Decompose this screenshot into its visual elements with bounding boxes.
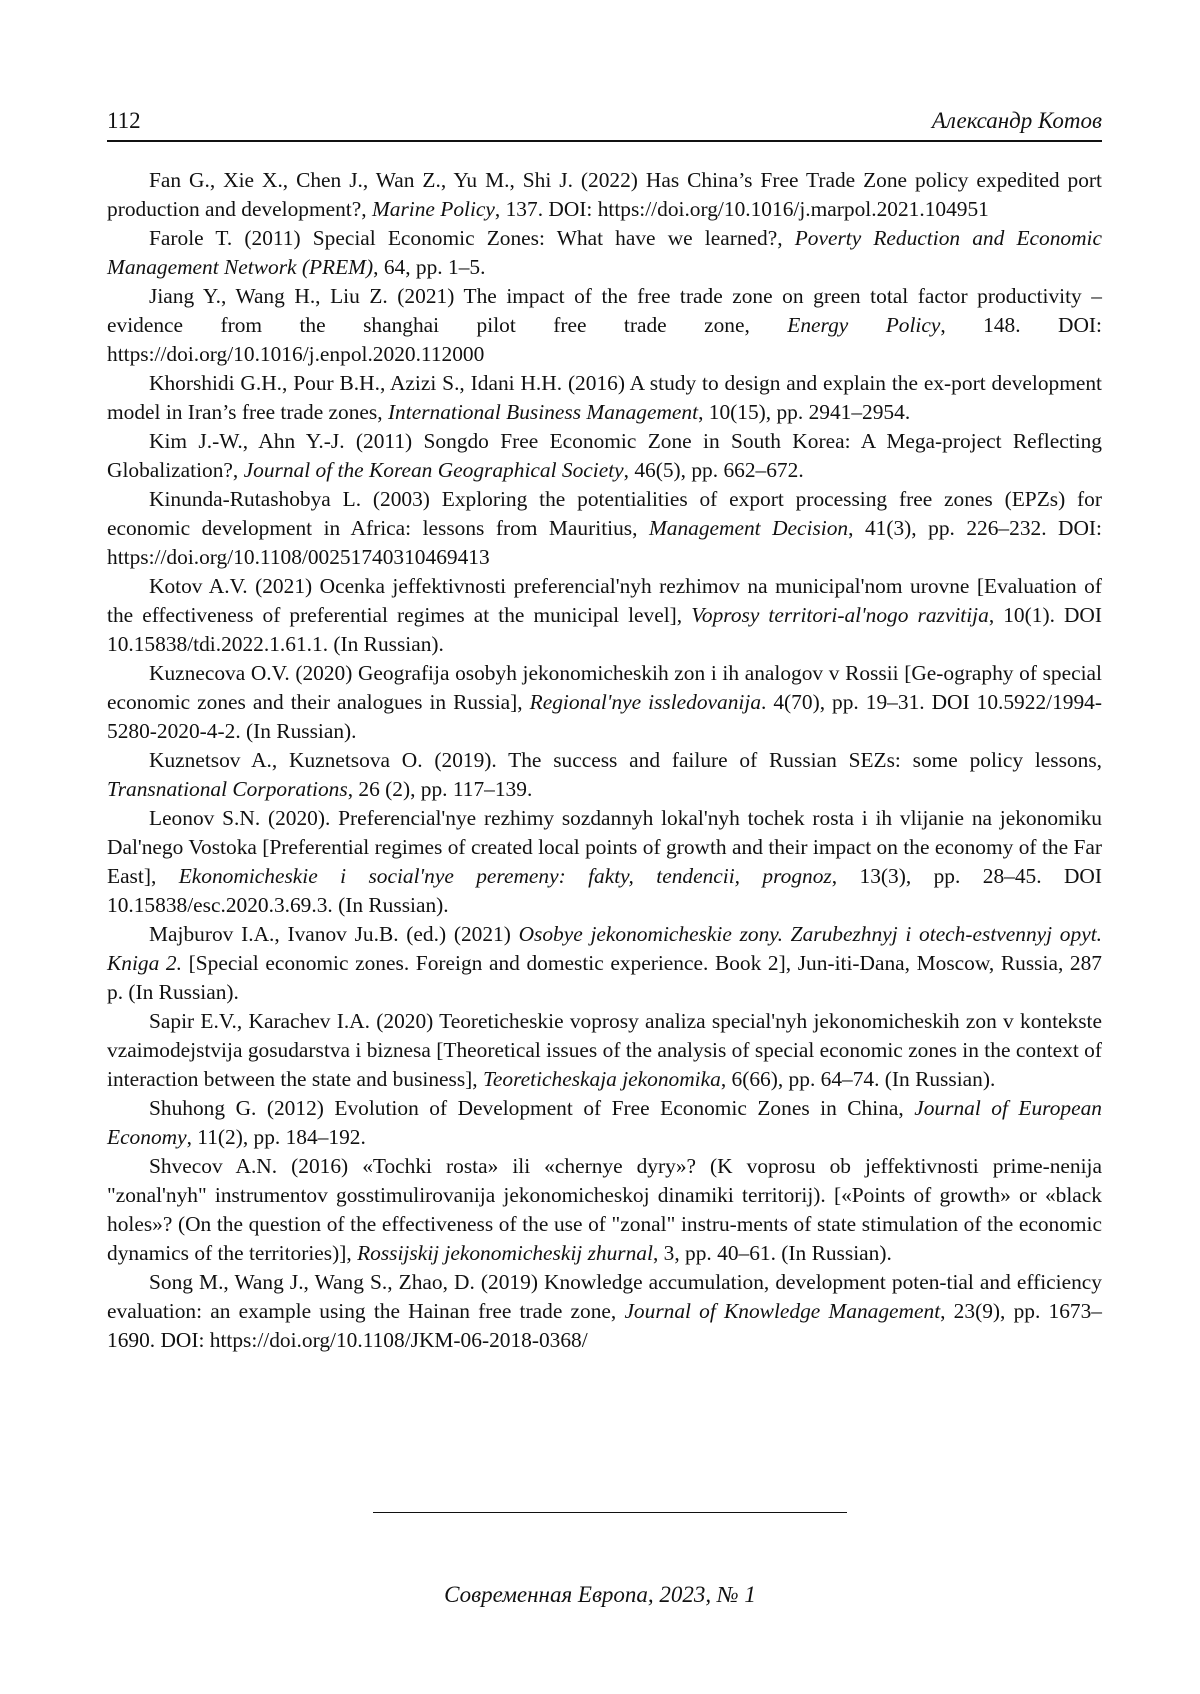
reference-item (107, 485, 1102, 572)
reference-details: , 64, pp. 1–5. (373, 255, 486, 279)
reference-text: Jiang Y., Wang H., Liu Z. (2021) The impact of the free trade zone on green total factor productivity – evidence from the shanghai pilot free trade zone, (107, 284, 1102, 337)
reference-journal: Journal of European Economy (107, 1096, 1102, 1149)
reference-item (107, 746, 1102, 804)
reference-text: Kinunda-Rutashobya L. (2003) Exploring the potentialities of export processing free zones (EPZs) for economic development in Africa: lessons from Mauritius, (107, 487, 1102, 540)
reference-details: , 23(9), pp. 1673–1690. DOI: https://doi.org/10.1108/JKM-06-2018-0368/ (107, 1299, 1102, 1352)
reference-details: , 11(2), pp. 184–192. (186, 1125, 366, 1149)
reference-item (107, 1152, 1102, 1268)
reference-journal: Osobye jekonomicheskie zony. Zarubezhnyj i otech-estvennyj opyt. Kniga 2. (107, 922, 1102, 975)
reference-details: , 137. DOI: https://doi.org/10.1016/j.marpol.2021.104951 (494, 197, 989, 221)
reference-text: Khorshidi G.H., Pour B.H., Azizi S., Idani H.H. (2016) A study to design and explain the ex-port development model in Iran’s free trade zones, (107, 371, 1102, 424)
reference-details: [Special economic zones. Foreign and domestic experience. Book 2], Jun-iti-Dana, Moscow, Russia, 287 p. (In Russian). (107, 951, 1103, 1004)
reference-journal: International Business Management (387, 400, 699, 424)
page-header (107, 104, 1102, 142)
reference-details: , 148. DOI: https://doi.org/10.1016/j.enpol.2020.112000 (107, 313, 1102, 366)
reference-text: Fan G., Xie X., Chen J., Wan Z., Yu M., Shi J. (2022) Has China’s Free Trade Zone policy expedited port production and development?, (107, 168, 1102, 221)
reference-journal: Transnational Corporations (107, 777, 348, 801)
reference-details: , 26 (2), pp. 117–139. (347, 777, 533, 801)
end-divider (373, 1512, 847, 1513)
running-header-author: Александр Котов (931, 108, 1102, 133)
reference-item (107, 1007, 1102, 1094)
reference-details: , 46(5), pp. 662–672. (623, 458, 804, 482)
reference-text: Kotov A.V. (2021) Ocenka jeffektivnosti preferencial'nyh rezhimov na municipal'nom urovne [Evaluation of the effectiveness of preferential regimes at the municipal level], (107, 574, 1102, 627)
reference-item (107, 166, 1102, 224)
reference-item (107, 804, 1102, 920)
reference-journal: Regional'nye issledovanija (529, 690, 762, 714)
reference-text: Majburov I.A., Ivanov Ju.B. (ed.) (2021) (149, 922, 519, 946)
reference-journal: Management Decision (648, 516, 849, 540)
reference-details: , 13(3), pp. 28–45. DOI 10.15838/esc.2020.3.69.3. (In Russian). (107, 864, 1103, 917)
reference-details: . 4(70), pp. 19–31. DOI 10.5922/1994-5280-2020-4-2. (In Russian). (107, 690, 1102, 743)
reference-journal: Rossijskij jekonomicheskij zhurnal (357, 1241, 653, 1265)
reference-item (107, 659, 1102, 746)
reference-journal: Poverty Reduction and Economic Management Network (PREM) (107, 226, 1102, 279)
reference-journal: Marine Policy (371, 197, 495, 221)
reference-journal: Ekonomicheskie i social'nye peremeny: fakty, tendencii, prognoz (178, 864, 832, 888)
reference-journal: Teoreticheskaja jekonomika (483, 1067, 721, 1091)
reference-item (107, 1094, 1102, 1152)
page-footer: Современная Европа, 2023, № 1 (444, 1582, 756, 1607)
reference-text: Song M., Wang J., Wang S., Zhao, D. (2019) Knowledge accumulation, development poten-tial and efficiency evaluation: an example using the Hainan free trade zone, (107, 1270, 1102, 1323)
reference-text: Shvecov A.N. (2016) «Tochki rosta» ili «chernye dyry»? (K voprosu ob jeffektivnosti prime-nenija "zonal'nyh" instrumentov gosstimulirovanija jekonomicheskoj dinamiki territorij). [«Points of growth» or «black holes»? (On the question of the effectiveness of the use of "zonal" instru-ments of state stimulation of the economic dynamics of the territories)], (107, 1154, 1102, 1265)
reference-text: Kuznetsov A., Kuznetsova O. (2019). The success and failure of Russian SEZs: some policy lessons, (149, 748, 1102, 772)
page-number: 112 (107, 108, 141, 133)
reference-text: Leonov S.N. (2020). Preferencial'nye rezhimy sozdannyh lokal'nyh tochek rosta i ih vlijanie na jekonomiku Dal'nego Vostoka [Preferential regimes of created local points of growth and their impact on the economy of the Far East], (107, 806, 1102, 888)
reference-item (107, 1268, 1102, 1355)
reference-details: , 10(15), pp. 2941–2954. (698, 400, 911, 424)
reference-text: Sapir E.V., Karachev I.A. (2020) Teoreticheskie voprosy analiza special'nyh jekonomicheskih zon v kontekste vzaimodejstvija gosudarstva i biznesa [Theoretical issues of the analysis of special economic zones in the context of interaction between the state and business], (107, 1009, 1102, 1091)
reference-item (107, 427, 1102, 485)
reference-text: Kim J.-W., Ahn Y.-J. (2011) Songdo Free Economic Zone in South Korea: A Mega-project Reflecting Globalization?, (107, 429, 1102, 482)
reference-journal: Journal of the Korean Geographical Society (243, 458, 624, 482)
reference-item (107, 369, 1102, 427)
reference-item (107, 920, 1102, 1007)
reference-list (107, 166, 1102, 1355)
reference-journal: Energy Policy (787, 313, 941, 337)
reference-item (107, 224, 1102, 282)
reference-text: Farole T. (2011) Special Economic Zones: What have we learned?, (149, 226, 795, 250)
reference-details: , 3, pp. 40–61. (In Russian). (652, 1241, 892, 1265)
reference-journal: Voprosy territori-al'nogo razvitija (691, 603, 989, 627)
reference-text: Shuhong G. (2012) Evolution of Development of Free Economic Zones in China, (149, 1096, 915, 1120)
reference-details: , 41(3), pp. 226–232. DOI: https://doi.org/10.1108/00251740310469413 (107, 516, 1102, 569)
reference-item (107, 572, 1102, 659)
reference-details: , 6(66), pp. 64–74. (In Russian). (720, 1067, 996, 1091)
reference-details: , 10(1). DOI 10.15838/tdi.2022.1.61.1. (In Russian). (107, 603, 1102, 656)
reference-journal: Journal of Knowledge Management (624, 1299, 941, 1323)
reference-item (107, 282, 1102, 369)
reference-text: Kuznecova O.V. (2020) Geografija osobyh jekonomicheskih zon i ih analogov v Rossii [Ge-ography of special economic zones and their analogues in Russia], (107, 661, 1102, 714)
